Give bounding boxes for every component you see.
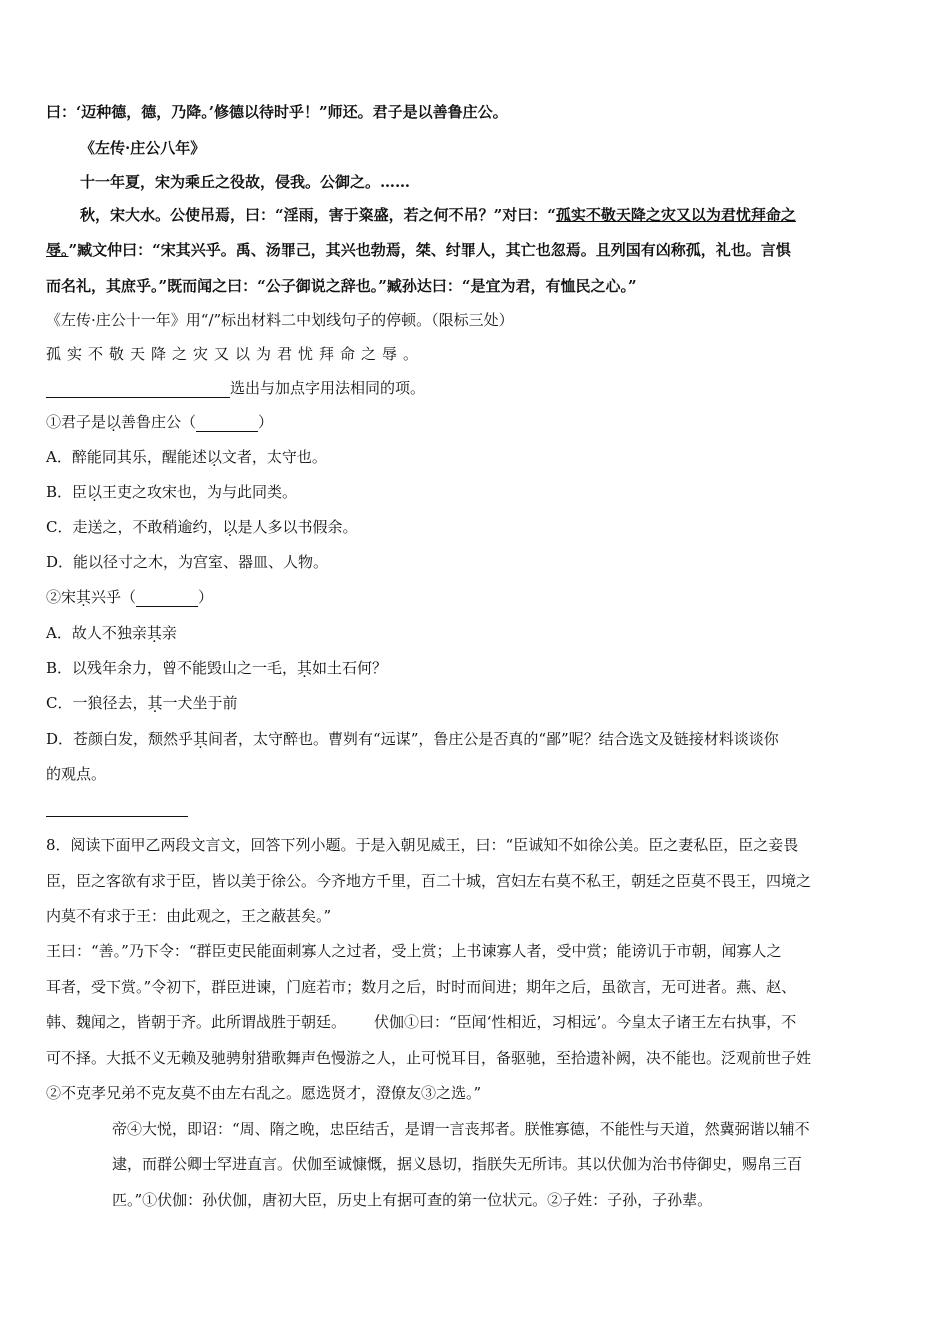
text-line: 耳者，受下赏。”令初下，群臣进谏，门庭若市；数月之后，时时而间进；期年之后，虽欲言，无可进者。燕、赵、 [46, 978, 797, 996]
text-line: 内莫不有求于王：由此观之，王之蔽甚矣。” [46, 907, 332, 925]
question-2 [46, 587, 213, 607]
text-span: C．走送之，不敢稍逾约， [46, 518, 223, 536]
option-c [46, 693, 238, 713]
text-span: 秋，宋大水。公使吊焉，曰：“淫雨，害于粢盛，若之何不吊？”对曰：“ [80, 206, 556, 224]
text-line: 十一年夏，宋为乘丘之役故，侵我。公御之。…… [80, 173, 411, 191]
question-1 [46, 412, 273, 432]
text-span: ） [198, 588, 214, 606]
text-span: A．醉能同其乐，醒能述 [46, 448, 207, 466]
text-line: 而名礼，其庶乎。”既而闻之曰：“公子御说之辞也。”臧孙达曰：“是宜为君，有恤民之心。” [46, 277, 637, 295]
question-prompt: 《左传·庄公十一年》用“/”标出材料二中划线句子的停顿。（限标三处） [46, 311, 514, 329]
text-line: 的观点。 [46, 765, 107, 783]
option-c [46, 517, 358, 537]
text-span: 王吏之攻宋也，为与此同类。 [102, 483, 298, 501]
dotted-char: 以 [106, 413, 122, 431]
text-span: ”臧文仲曰：“宋其兴乎。禹、汤罪己，其兴也勃焉，桀、纣罪人，其亡也忽焉。且列国有凶称孤，礼也。言惧 [68, 241, 791, 259]
text-span: ） [258, 413, 274, 431]
text-line: 帝④大悦，即诏：“周、隋之晚，忠臣结舌，是谓一言丧邦者。朕惟寡德，不能性与天道，然冀弼谐以辅不 [112, 1120, 810, 1138]
text-span: C．一狼径去， [46, 694, 148, 712]
text-span: 伏伽①曰：“臣闻‘性相近，习相远’。今皇太子诸王左右执事，不 [374, 1013, 797, 1031]
text-span: 韩、魏闻之，皆朝于齐。此所谓战胜于朝廷。 [46, 1013, 347, 1031]
text-line: 王曰：“善。”乃下令：“群臣吏民能面刺寡人之过者，受上赏；上书谏寡人者，受中赏；能谤讥于市朝，闻寡人之 [46, 942, 782, 960]
answer-blank[interactable] [46, 397, 230, 398]
text-line: 曰：‘迈种德，德，乃降。’修德以待时乎！”师还。君子是以善鲁庄公。 [46, 103, 508, 121]
footnote: ①伏伽：孙伏伽，唐初大臣，历史上有据可查的第一位状元。②子姓：子孙，子孙辈。 [142, 1191, 713, 1209]
text-span: ②宋 [46, 588, 77, 606]
text-line [46, 240, 791, 260]
option-d: D．能以径寸之木，为宫室、器皿、人物。 [46, 553, 329, 571]
underlined-sentence: 孤实不敬天降之灾又以为君忧拜命之 [555, 206, 796, 224]
answer-blank[interactable] [196, 415, 258, 432]
text-span: B．以残年余力，曾不能毁山之一毛， [46, 659, 298, 677]
dotted-char: 其 [297, 659, 313, 677]
text-span: 文者，太守也。 [221, 448, 327, 466]
option-b [46, 482, 297, 502]
text-span: ①君子是 [46, 413, 107, 431]
text-line: 逮，而群公卿士罕进直言。伏伽至诚慷慨，据义恳切，指朕失无所讳。其以伏伽为治书侍御史，赐帛三百 [112, 1155, 803, 1173]
text-line [80, 205, 796, 225]
text-span: 间者，太守醉也。曹刿有“远谋”，鲁庄公是否真的“鄙”呢？结合选文及链接材料谈谈你 [208, 730, 779, 748]
text-line: 可不择。大抵不义无赖及驰骋射猎歌舞声色慢游之人，止可悦耳目，备驱驰，至拾遗补阙，决不能也。泛观前世子姓 [46, 1049, 812, 1067]
dotted-char: 以 [222, 518, 238, 536]
answer-blank[interactable] [46, 816, 188, 817]
text-span: 如土石何？ [312, 659, 388, 677]
text-span: 匹。” [112, 1191, 143, 1209]
answer-sentence: 孤实不敬天降之灾又以为君忧拜命之辱。 [46, 345, 425, 363]
text-span: 一犬坐于前 [162, 694, 238, 712]
underlined-sentence: 辱。 [46, 241, 69, 259]
text-line [46, 1012, 796, 1032]
text-span: 善鲁庄公（ [121, 413, 197, 431]
text-span: B．臣 [46, 483, 88, 501]
text-line: 臣，臣之客欲有求于臣，皆以美于徐公。今齐地方千里，百二十城，宫妇左右莫不私王，朝廷之臣莫不畏王，四境之 [46, 872, 812, 890]
option-b [46, 658, 387, 678]
text-line: 《左传·庄公八年》 [80, 139, 206, 157]
option-a [46, 447, 327, 467]
option-d [46, 729, 779, 749]
answer-blank[interactable] [136, 590, 198, 607]
text-span: 亲 [161, 624, 177, 642]
question-prompt: 选出与加点字用法相同的项。 [230, 379, 426, 397]
dotted-char: 其 [146, 624, 162, 642]
dotted-char: 其 [193, 730, 209, 748]
text-span: 是人多以书假余。 [237, 518, 358, 536]
dotted-char: 其 [76, 588, 92, 606]
text-line [46, 378, 425, 398]
text-span: D．苍颜白发，颓然乎 [46, 730, 194, 748]
dotted-char: 以 [206, 448, 222, 466]
text-span: A．故人不独亲 [46, 624, 147, 642]
text-line: ②不克孝兄弟不克友莫不由左右乱之。愿选贤才，澄僚友③之选。” [46, 1084, 482, 1102]
option-a [46, 623, 177, 643]
question-8: 8．阅读下面甲乙两段文言文，回答下列小题。于是入朝见威王，曰：“臣诚知不如徐公美。臣之妻私臣，臣之妾畏 [46, 836, 799, 854]
dotted-char: 其 [147, 694, 163, 712]
text-line [112, 1190, 712, 1210]
dotted-char: 以 [87, 483, 103, 501]
text-span: 兴乎（ [91, 588, 137, 606]
